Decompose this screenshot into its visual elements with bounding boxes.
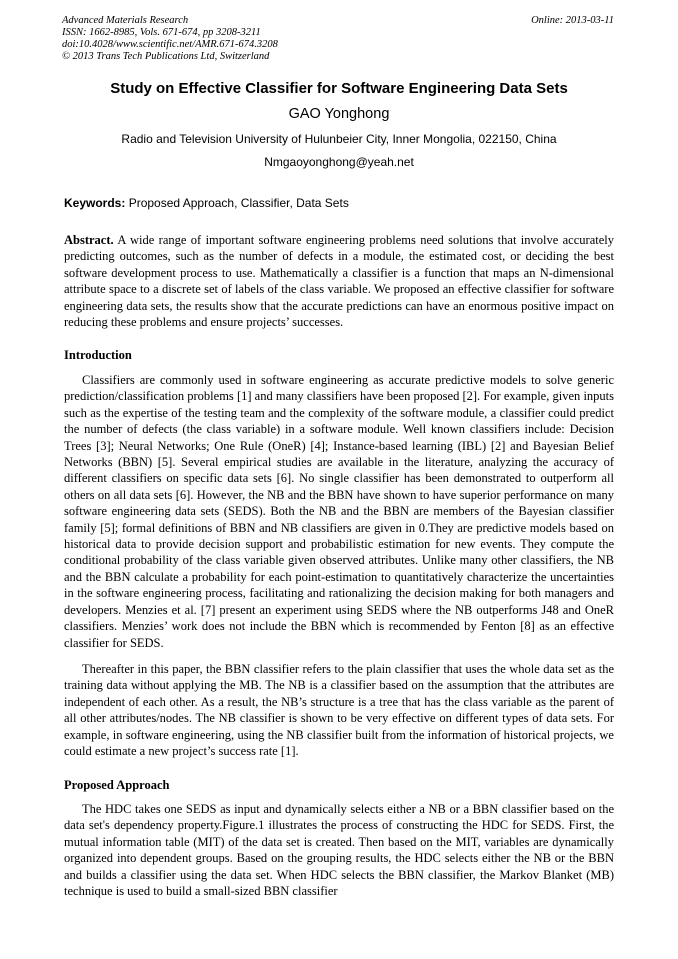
issn-line: ISSN: 1662-8985, Vols. 671-674, pp 3208-3211 bbox=[62, 27, 261, 38]
keywords-text: Proposed Approach, Classifier, Data Sets bbox=[125, 196, 349, 210]
author-email: Nmgaoyonghong@yeah.net bbox=[264, 155, 414, 169]
paragraph-text: Thereafter in this paper, the BBN classifier refers to the plain classifier that uses the whole data set as the training data without applying the MB. The NB is a classifier based on the assumption that the attributes are independent of each other. As a result, the NB’s structure is a tree that has the class variable as the parent of all other attributes/nodes. The NB classifier is shown to be very effective on different types of data sets. For example, in software engineering, using the NB classifier built from the information of historical projects, we could estimate a new project’s success rate [1]. bbox=[64, 662, 614, 759]
doi-line: doi:10.4028/www.scientific.net/AMR.671-674.3208 bbox=[62, 39, 278, 50]
paper-title: Study on Effective Classifier for Software Engineering Data Sets bbox=[110, 80, 568, 97]
copyright-line: © 2013 Trans Tech Publications Ltd, Switzerland bbox=[62, 51, 270, 62]
affiliation: Radio and Television University of Hulunbeier City, Inner Mongolia, 022150, China bbox=[121, 132, 557, 146]
paragraph-text: The HDC takes one SEDS as input and dynamically selects either a NB or a BBN classifier based on the data set's dependency property.Figure.1 illustrates the process of constructing the HDC for SEDS. First, the mutual information table (MIT) of the data set is created. Then based on the MIT, variables are dynamically organized into dependent groups. Based on the grouping results, the HDC selects either the NB or the BBN and builds a classifier using the data set. When HDC selects the BBN classifier, the Markov Blanket (MB) technique is used to build a small-sized BBN classifier bbox=[64, 802, 614, 899]
online-date: Online: 2013-03-11 bbox=[531, 15, 614, 26]
abstract bbox=[64, 232, 614, 330]
paragraph-text: Classifiers are commonly used in software engineering as accurate predictive models to solve generic prediction/classification problems [1] and many classifiers have been proposed [2]. For example, given inputs such as the expertise of the testing team and the complexity of the software module, a classifier could predict the number of defects (the class variable) in a software module. Well known classifiers include: Decision Trees [3]; Neural Networks; One Rule (OneR) [4]; Instance-based learning (IBL) [2] and Bayesian Belief Networks (BBN) [5]. Several empirical studies are available in the literature, analyzing the accuracy of different classifiers on specific data sets [6]. No single classifier has been demonstrated to outperform all others on all data sets [6]. However, the NB and the BBN have shown to have superior performance on many software engineering data sets (SEDS). Both the NB and the BBN are members of the Bayesian classifier family [5]; formal definitions of BBN and NB classifiers are given in 0.They are predictive models based on historical data to provide decision support and probabilistic estimation for new events. They compute the conditional probability of the class variable given observed attributes. Unlike many other classifiers, the NB and the BBN calculate a probability for each point-estimation to quantitatively characterize the uncertainties in the software engineering process, facilitating and rationalizing the decision making for both managers and developers. Menzies et al. [7] present an experiment using SEDS where the NB outperforms J48 and OneR classifiers. Menzies’ work does not include the BBN which is recommended by Fenton [8] as an effective classifier for SEDS. bbox=[64, 373, 614, 650]
journal-name: Advanced Materials Research bbox=[62, 15, 189, 26]
keywords bbox=[64, 196, 614, 210]
introduction-paragraph-1 bbox=[64, 372, 614, 651]
abstract-label: Abstract. bbox=[64, 233, 114, 247]
introduction-paragraph-2 bbox=[64, 661, 614, 759]
journal-header bbox=[62, 15, 614, 63]
proposed-approach-paragraph bbox=[64, 801, 614, 899]
keywords-label: Keywords: bbox=[64, 196, 126, 210]
introduction-heading: Introduction bbox=[64, 348, 132, 362]
abstract-text: A wide range of important software engineering problems need solutions that involve accurately predicting outcomes, such as the number of defects in a module, the estimated cost, or deciding the best software development process to use. Mathematically a classifier is a function that maps an N-dimensional attribute space to a discrete set of labels of the class variable. We proposed an effective classifier for software engineering data sets, the results show that the accurate predictions can have an enormous positive impact on reducing these problems and ensure projects’ successes. bbox=[64, 233, 614, 330]
author-name: GAO Yonghong bbox=[288, 106, 390, 122]
proposed-approach-heading: Proposed Approach bbox=[64, 778, 170, 792]
